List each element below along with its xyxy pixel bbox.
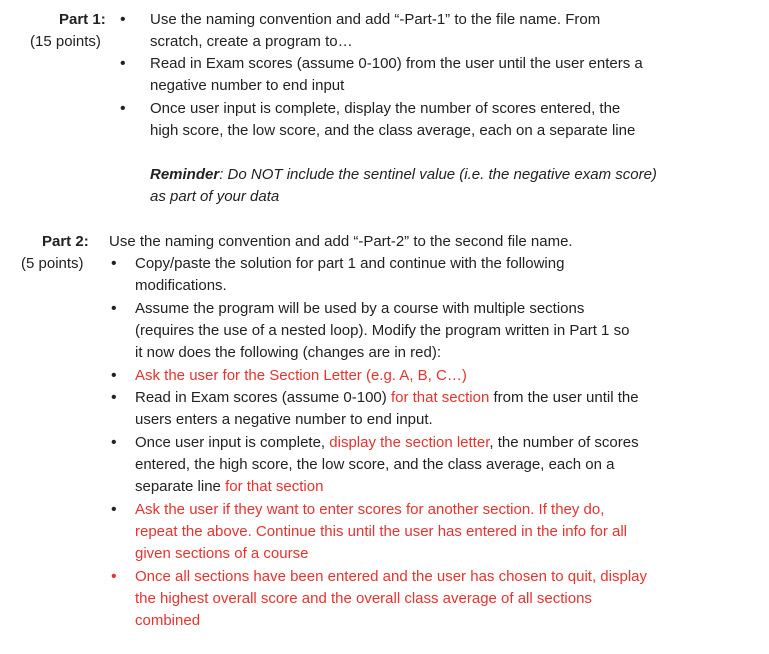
bullet-icon: • — [111, 367, 117, 384]
text-segment: from the user until the — [489, 389, 639, 406]
red-text-segment: display the section letter — [329, 434, 490, 451]
part2-b7-line1: Once all sections have been entered and the user has chosen to quit, display — [135, 568, 647, 585]
part1-bullet2-line1: Once user input is complete, display the number of scores entered, the — [150, 100, 621, 117]
part2-b7-line2: the highest overall score and the overall class average of all sections — [135, 590, 592, 607]
bullet-icon: • — [120, 100, 126, 117]
part2-points: (5 points) — [21, 255, 84, 272]
reminder-label: Reminder — [150, 166, 220, 183]
bullet-icon: • — [111, 255, 117, 272]
part2-b2-line1: Assume the program will be used by a course with multiple sections — [135, 300, 585, 317]
part1-points: (15 points) — [30, 33, 101, 50]
bullet-icon: • — [111, 300, 117, 317]
text-segment: Once user input is complete, — [135, 434, 330, 451]
part2-b3-line1: Ask the user for the Section Letter (e.g. A, B, C…) — [135, 367, 467, 384]
part2-b2-line2: (requires the use of a nested loop). Modify the program written in Part 1 so — [135, 322, 630, 339]
bullet-icon: • — [111, 389, 117, 406]
part2-b1-line2: modifications. — [135, 277, 227, 294]
part2-b6-line3: given sections of a course — [135, 545, 309, 562]
bullet-icon: • — [111, 501, 117, 518]
part2-b5-line1 — [135, 433, 639, 453]
part1-intro-line1: Use the naming convention and add “-Part-1” to the file name. From — [150, 11, 601, 28]
bullet-icon: • — [111, 568, 117, 585]
part2-heading: Part 2: — [42, 233, 89, 250]
text-segment: , the number of scores — [489, 434, 639, 451]
part1-intro-line2: scratch, create a program to… — [150, 33, 353, 50]
part1-reminder-line1 — [150, 165, 657, 185]
text-segment: separate line — [135, 478, 226, 495]
text-segment: Read in Exam scores (assume 0-100) — [135, 389, 391, 406]
part2-b1-line1: Copy/paste the solution for part 1 and continue with the following — [135, 255, 565, 272]
part1-bullet1-line1: Read in Exam scores (assume 0-100) from the user until the user enters a — [150, 55, 643, 72]
bullet-icon: • — [111, 434, 117, 451]
part2-b5-line2: entered, the high score, the low score, and the class average, each on a — [135, 456, 615, 473]
bullet-icon: • — [120, 55, 126, 72]
red-text-segment: for that section — [390, 389, 490, 406]
part2-b7-line3: combined — [135, 612, 201, 629]
part1-bullet2-line2: high score, the low score, and the class average, each on a separate line — [150, 122, 636, 139]
part2-b6-line2: repeat the above. Continue this until the user has entered in the info for all — [135, 523, 627, 540]
part2-intro: Use the naming convention and add “-Part-2” to the second file name. — [109, 233, 573, 250]
part2-b4-line1 — [135, 388, 639, 408]
part1-bullet1-line2: negative number to end input — [150, 77, 345, 94]
part1-heading: Part 1: — [59, 11, 106, 28]
reminder-text: : Do NOT include the sentinel value (i.e. the negative exam score) — [219, 166, 657, 183]
part1-reminder-line2: as part of your data — [150, 188, 280, 205]
part2-b4-line2: users enters a negative number to end input. — [135, 411, 433, 428]
part2-b2-line3: it now does the following (changes are in red): — [135, 344, 442, 361]
part2-b5-line3 — [135, 477, 323, 497]
bullet-icon: • — [120, 11, 126, 28]
red-text-segment: for that section — [225, 478, 324, 495]
part2-b6-line1: Ask the user if they want to enter scores for another section. If they do, — [135, 501, 605, 518]
